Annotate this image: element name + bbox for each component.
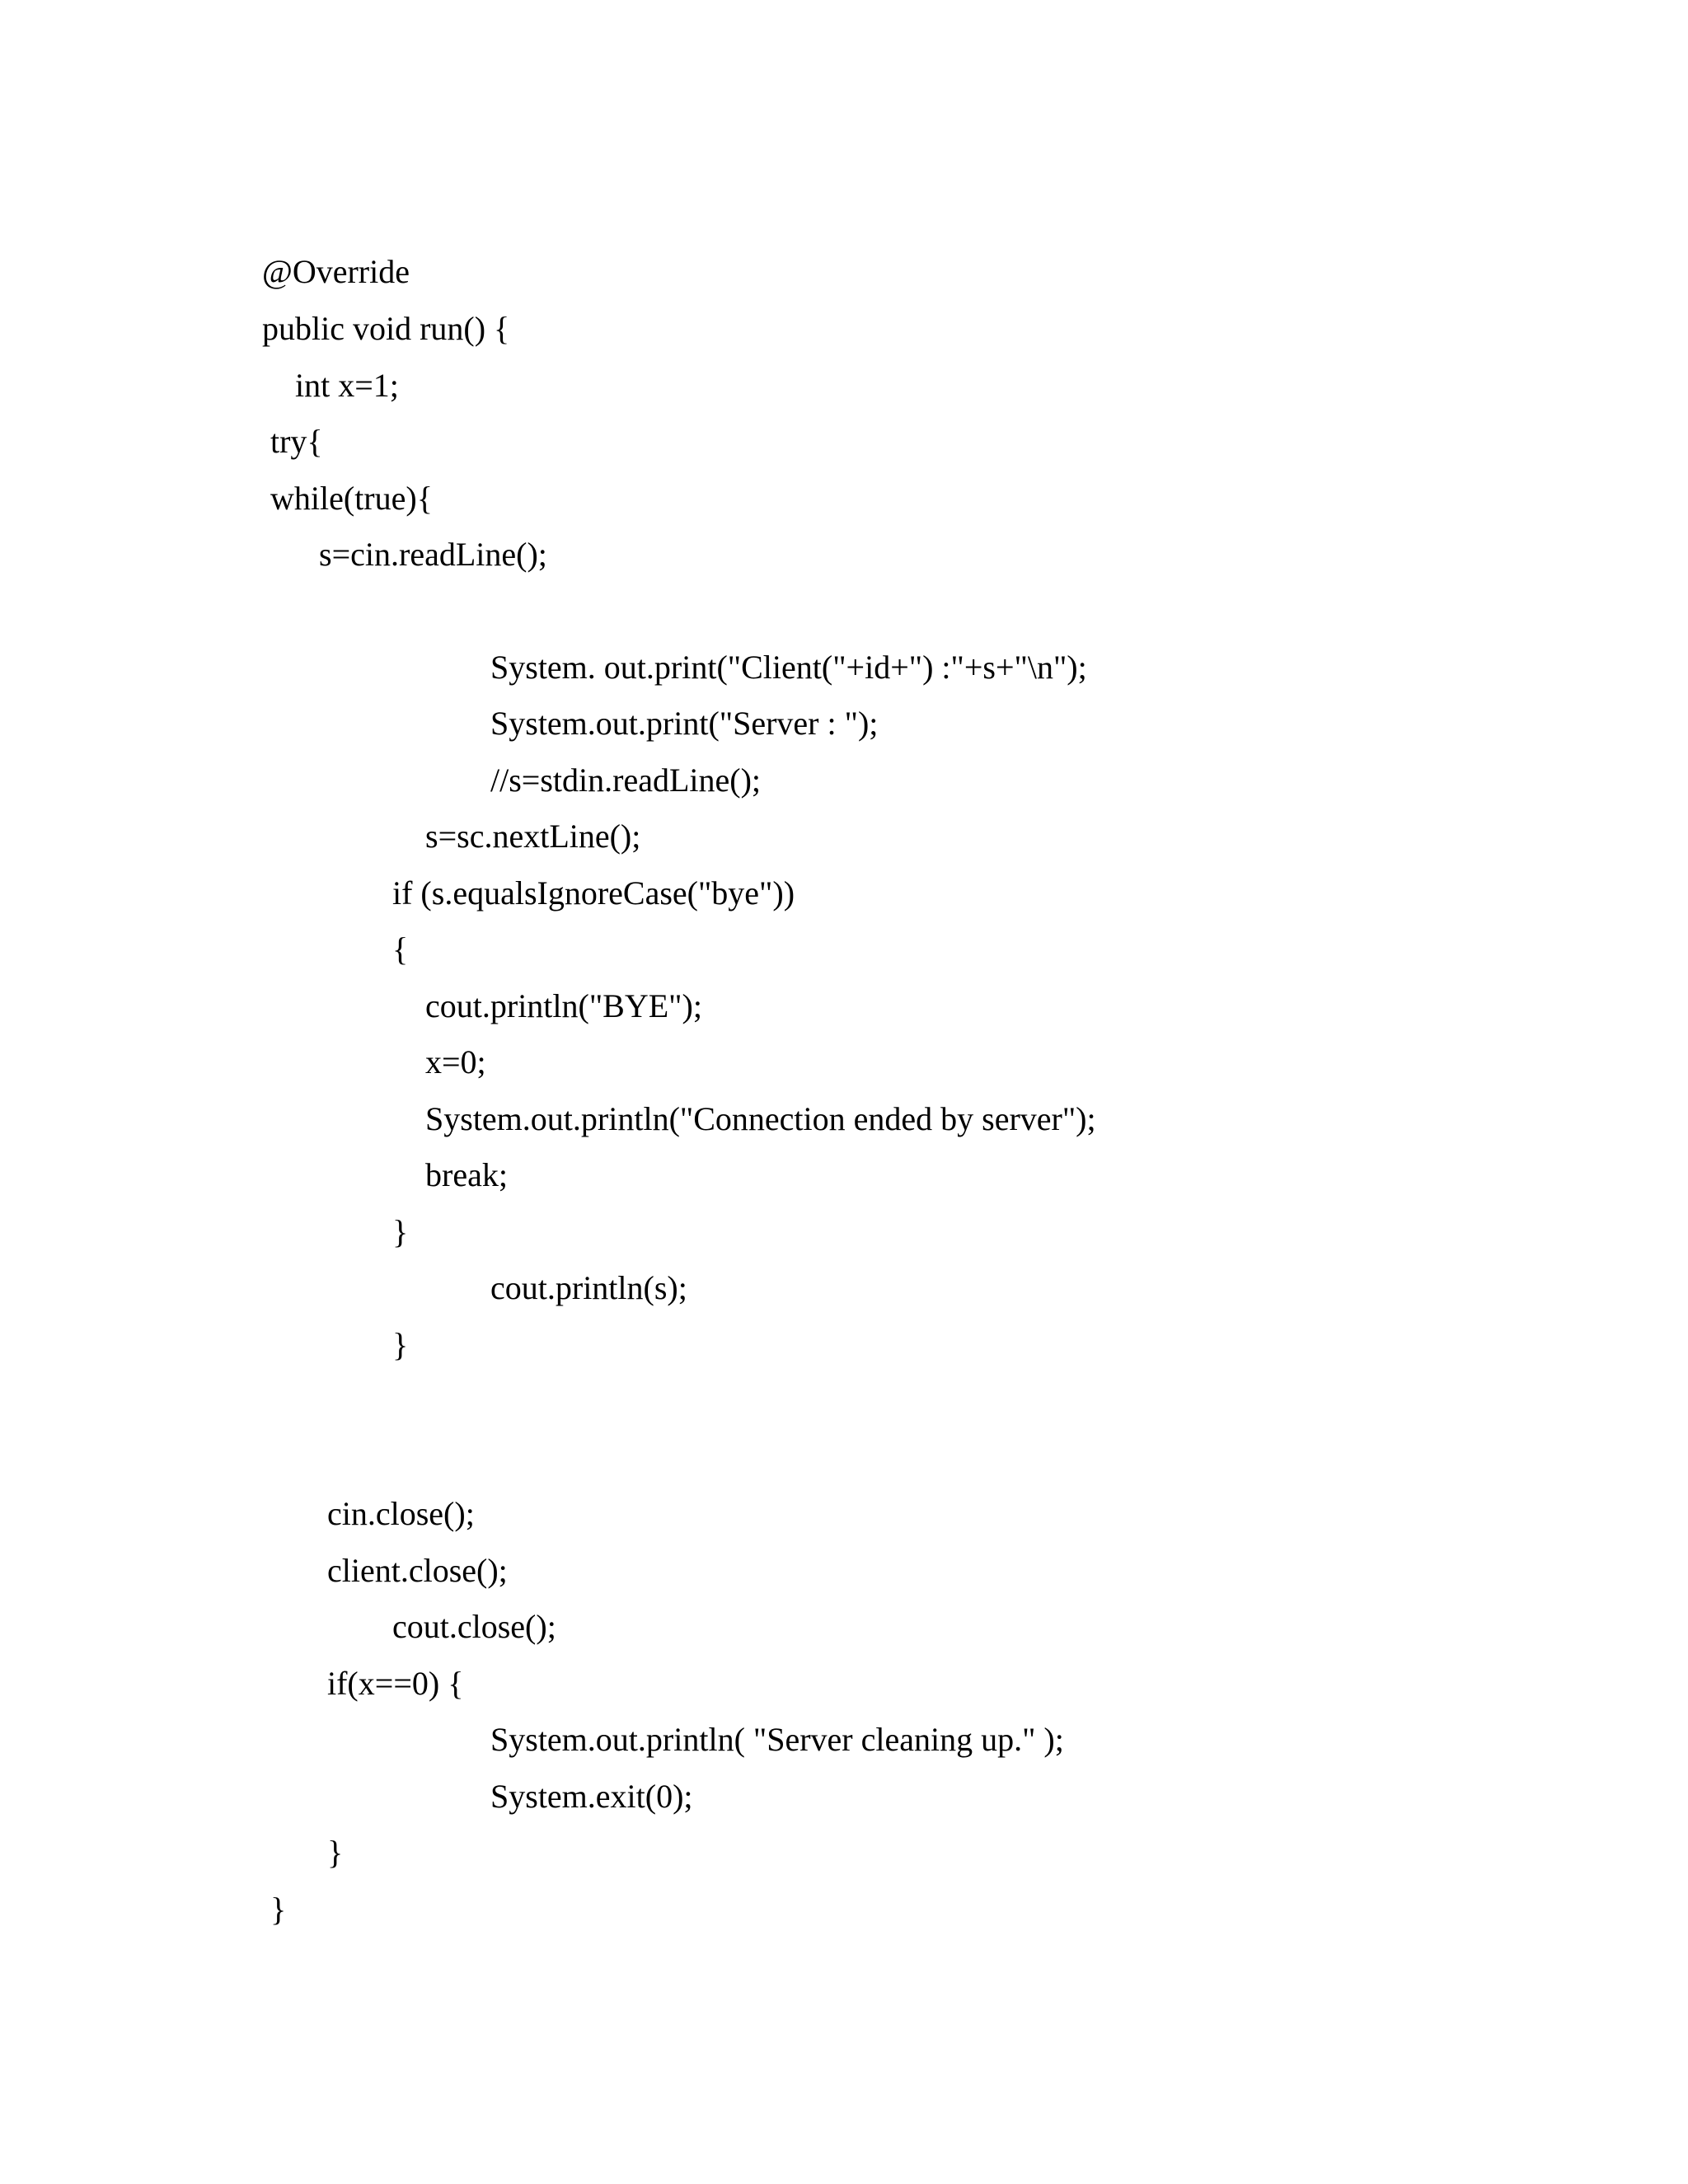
code-line: if (s.equalsIgnoreCase("bye")) <box>392 874 795 912</box>
code-line: break; <box>425 1156 508 1193</box>
code-line: System. out.print("Client("+id+") :"+s+"\n"); <box>490 649 1087 686</box>
code-line: System.out.print("Server : "); <box>490 705 879 742</box>
code-line: System.out.println( "Server cleaning up." ); <box>490 1721 1064 1758</box>
code-line: s=sc.nextLine(); <box>425 818 641 855</box>
code-line: } <box>270 1891 287 1928</box>
code-line: s=cin.readLine(); <box>319 536 547 573</box>
code-line: while(true){ <box>270 480 433 517</box>
code-line: cout.close(); <box>392 1608 556 1645</box>
code-line: cout.println(s); <box>490 1269 687 1306</box>
code-line: client.close(); <box>327 1552 508 1589</box>
code-line: x=0; <box>425 1043 486 1080</box>
code-line: cout.println("BYE"); <box>425 987 702 1024</box>
code-line: public void run() { <box>262 310 510 347</box>
code-line: int x=1; <box>295 367 399 404</box>
code-line: try{ <box>270 423 323 460</box>
code-line: } <box>392 1213 409 1250</box>
code-line: System.exit(0); <box>490 1778 693 1815</box>
code-line: System.out.println("Connection ended by server"); <box>425 1100 1096 1137</box>
code-line: } <box>327 1834 344 1871</box>
code-line: { <box>392 930 409 968</box>
code-line: //s=stdin.readLine(); <box>490 762 762 799</box>
code-line: } <box>392 1326 409 1363</box>
code-line: cin.close(); <box>327 1495 475 1532</box>
code-line: @Override <box>262 253 410 290</box>
code-line: if(x==0) { <box>327 1665 464 1702</box>
